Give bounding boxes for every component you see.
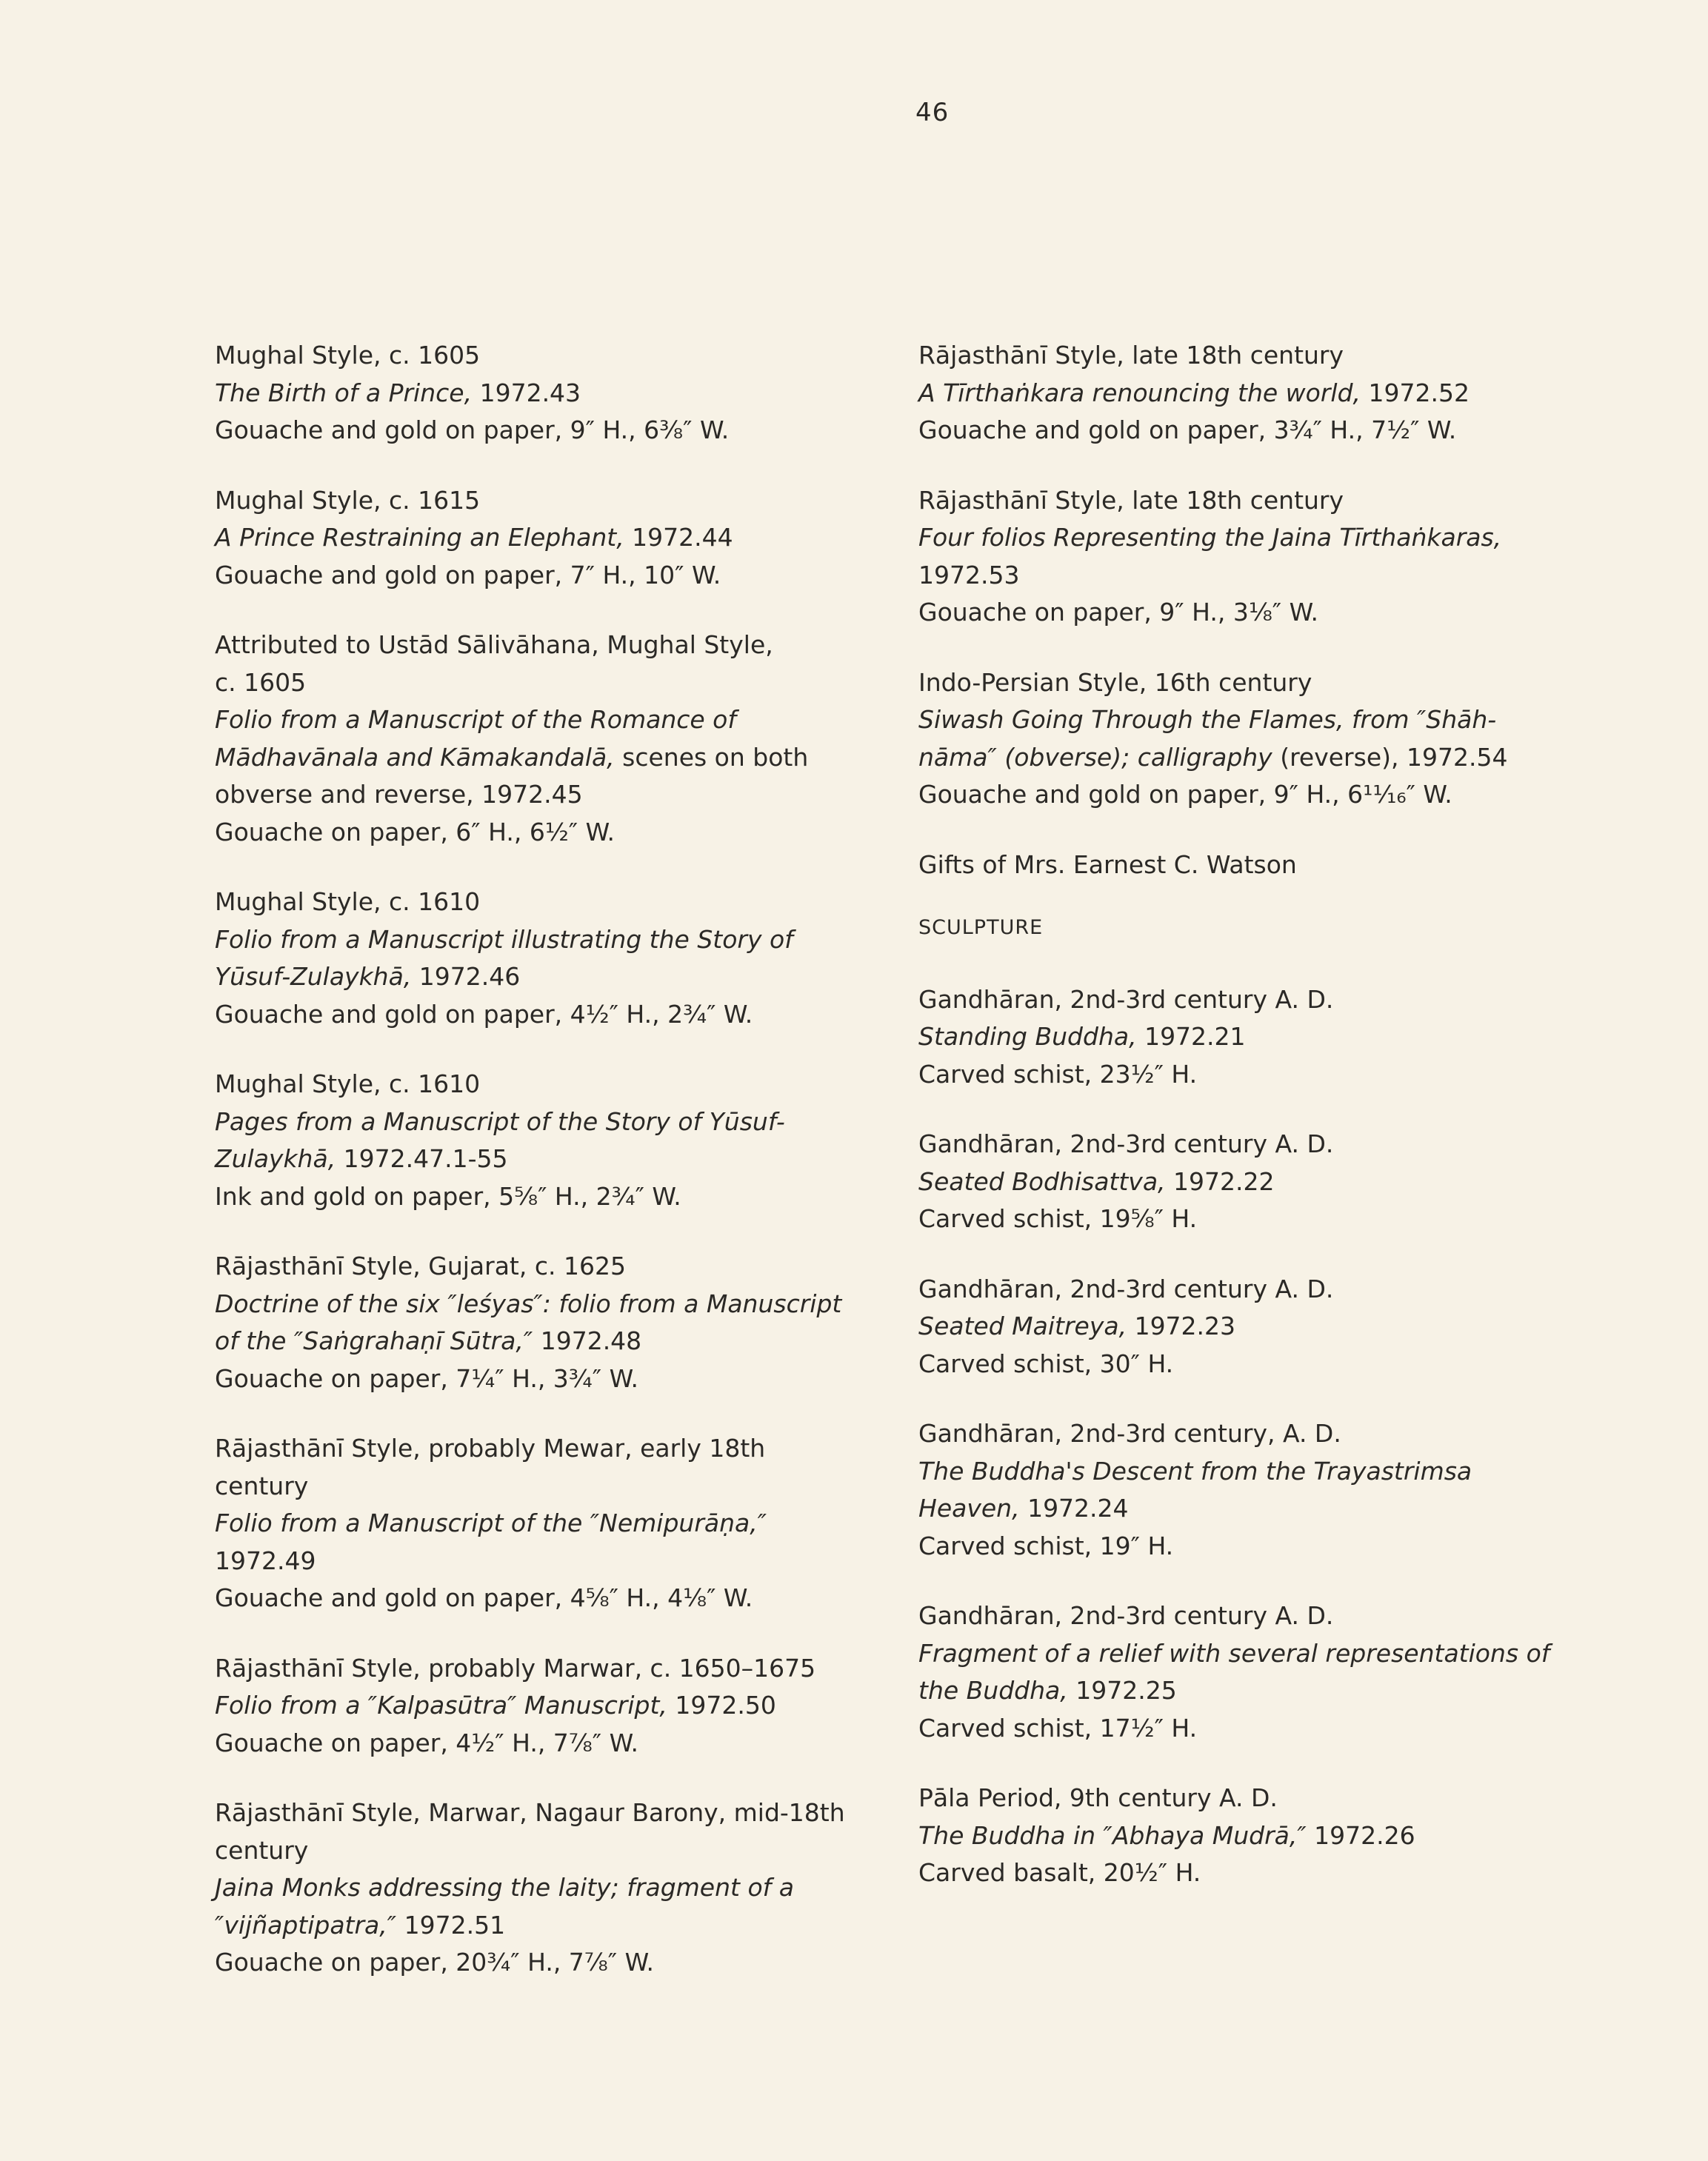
entry-title-text: The Buddha's Descent from the Trayastrimsa: [918, 1456, 1472, 1486]
entry-accession-text: scenes on both: [614, 742, 809, 772]
entry-accession-text: 1972.47.1-55: [336, 1144, 508, 1173]
entry-line: [215, 627, 881, 664]
entry-line: [215, 1907, 881, 1945]
entry-line: [918, 1490, 1615, 1528]
catalogue-entry: [215, 1066, 881, 1215]
entry-title-text: Folio from a Manuscript of the Romance of: [215, 705, 736, 734]
entry-title-text: Seated Maitreya,: [918, 1312, 1127, 1340]
entry-line: [215, 739, 881, 777]
entry-title-text: Seated Bodhisattva,: [918, 1166, 1166, 1196]
entry-accession-text: 1972.51: [396, 1910, 506, 1940]
catalogue-entry: [215, 1650, 881, 1763]
entry-line: [215, 921, 881, 959]
entry-line: [918, 482, 1615, 520]
entry-text: Carved schist, 23½″ H.: [918, 1059, 1198, 1089]
entry-text: 1972.49: [215, 1546, 316, 1575]
entry-text: Carved basalt, 20½″ H.: [918, 1858, 1201, 1887]
entry-text: 1972.53: [918, 560, 1020, 589]
gift-credit-line: Gifts of Mrs. Earnest C. Watson: [918, 849, 1297, 879]
entry-title-text: The Buddha in ″Abhaya Mudrā,″: [918, 1820, 1307, 1850]
entry-title-text: Pages from a Manuscript of the Story of Yūsuf-: [215, 1106, 785, 1136]
sculpture-entries: [918, 981, 1615, 1892]
entry-line: [918, 1635, 1615, 1673]
entry-line: [215, 1725, 881, 1763]
entry-text: Carved schist, 17½″ H.: [918, 1713, 1198, 1743]
entry-text: Rājasthānī Style, late 18th century: [918, 485, 1344, 515]
entry-line: [918, 1308, 1615, 1346]
catalogue-entry: [215, 1248, 881, 1397]
entry-line: [215, 375, 881, 413]
entry-title-text: Folio from a ″Kalpasūtra″ Manuscript,: [215, 1691, 667, 1720]
entry-title-text: A Prince Restraining an Elephant,: [215, 523, 624, 552]
entry-title-text: Folio from a Manuscript of the ″Nemipurāṇa,″: [215, 1509, 767, 1537]
catalogue-entry: [215, 482, 881, 595]
entry-line: [215, 1505, 881, 1543]
entry-line: [918, 776, 1615, 814]
entry-title-text: Standing Buddha,: [918, 1022, 1137, 1051]
entry-line: [215, 664, 881, 702]
entry-line: [918, 557, 1615, 595]
entry-line: [215, 1103, 881, 1141]
entry-text: Rājasthānī Style, probably Marwar, c. 1650–1675: [215, 1653, 816, 1683]
entry-line: [215, 776, 881, 814]
entry-line: [918, 1056, 1615, 1094]
entry-title-text: Four folios Representing the Jaina Tīrthaṅkaras,: [918, 523, 1502, 552]
entry-title-text: Zulaykhā,: [215, 1144, 336, 1173]
entry-accession-text: 1972.26: [1306, 1820, 1415, 1850]
catalogue-entry: [918, 1126, 1615, 1238]
entry-line: [918, 1780, 1615, 1817]
entry-accession-text: 1972.21: [1136, 1022, 1246, 1051]
entry-line: [215, 1580, 881, 1617]
entry-title-text: ″vijñaptipatra,″: [215, 1910, 397, 1940]
entry-text: Gouache on paper, 7¼″ H., 3¾″ W.: [215, 1363, 638, 1393]
entry-line: [918, 519, 1615, 557]
entry-title-text: Heaven,: [918, 1494, 1020, 1523]
entry-title-text: Folio from a Manuscript illustrating the Story of: [215, 924, 793, 954]
catalogue-entry: [918, 482, 1615, 632]
entry-line: [918, 1597, 1615, 1635]
entry-text: Mughal Style, c. 1610: [215, 1069, 481, 1098]
entry-text: Gouache and gold on paper, 9″ H., 6⅜″ W.: [215, 415, 730, 444]
entry-line: [215, 1794, 881, 1832]
catalogue-entry: [215, 884, 881, 1033]
entry-text: Gouache on paper, 6″ H., 6½″ W.: [215, 817, 615, 846]
entry-line: [918, 981, 1615, 1019]
entry-line: [918, 375, 1615, 413]
entry-title-text: A Tīrthaṅkara renouncing the world,: [918, 378, 1361, 407]
entry-line: [918, 1200, 1615, 1238]
entry-text: Rājasthānī Style, late 18th century: [918, 341, 1344, 370]
entry-line: [215, 557, 881, 595]
entry-text: c. 1605: [215, 667, 307, 697]
right-column: [918, 337, 1615, 1925]
entry-line: [918, 1453, 1615, 1491]
entry-accession-text: 1972.52: [1361, 378, 1470, 407]
catalogue-entry: [918, 1597, 1615, 1747]
entry-line: [918, 1163, 1615, 1201]
entry-title-text: Jaina Monks addressing the laity; fragment of a: [215, 1873, 794, 1902]
entry-line: [918, 1854, 1615, 1892]
entry-line: [918, 1528, 1615, 1566]
entry-line: [918, 1710, 1615, 1748]
catalogue-entry: [215, 1794, 881, 1982]
entry-text: Pāla Period, 9th century A. D.: [918, 1783, 1278, 1812]
catalogue-entry: [918, 1780, 1615, 1892]
entry-line: [215, 1468, 881, 1506]
entry-title-text: of the ″Saṅgrahaṇī Sūtra,″: [215, 1326, 533, 1355]
entry-line: [215, 1430, 881, 1468]
entry-text: Mughal Style, c. 1610: [215, 887, 481, 916]
entry-line: [918, 701, 1615, 739]
entry-text: Carved schist, 19″ H.: [918, 1531, 1174, 1560]
entry-text: Rājasthānī Style, Marwar, Nagaur Barony, mid-18th: [215, 1798, 845, 1827]
entry-line: [918, 1672, 1615, 1710]
entry-title-text: Siwash Going Through the Flames, from ″Shāh-: [918, 705, 1497, 734]
entry-line: [215, 412, 881, 450]
entry-line: [215, 337, 881, 375]
entry-line: [215, 1286, 881, 1323]
entry-line: [215, 1248, 881, 1286]
entry-line: [215, 884, 881, 921]
entry-text: Mughal Style, c. 1615: [215, 485, 481, 515]
entry-line: [215, 1066, 881, 1103]
entry-text: Rājasthānī Style, probably Mewar, early 18th: [215, 1434, 766, 1463]
entry-line: [215, 958, 881, 996]
entry-line: [215, 1869, 881, 1907]
entry-accession-text: 1972.44: [624, 523, 733, 552]
entry-text: Mughal Style, c. 1605: [215, 341, 481, 370]
entry-line: [215, 1323, 881, 1360]
entry-accession-text: 1972.25: [1067, 1676, 1177, 1705]
entry-title-text: the Buddha,: [918, 1676, 1068, 1705]
entry-text: Rājasthānī Style, Gujarat, c. 1625: [215, 1252, 626, 1280]
entry-line: [918, 1415, 1615, 1453]
entry-text: Gandhāran, 2nd-3rd century, A. D.: [918, 1419, 1341, 1448]
entry-title-text: nāma″ (obverse); calligraphy: [918, 742, 1272, 772]
entry-line: [215, 1178, 881, 1216]
entry-title-text: The Birth of a Prince,: [215, 378, 473, 407]
entry-line: [918, 337, 1615, 375]
catalogue-entry: [215, 627, 881, 851]
page-number: 46: [915, 98, 950, 127]
entry-line: [918, 1018, 1615, 1056]
entry-line: [215, 519, 881, 557]
entry-text: Indo-Persian Style, 16th century: [918, 667, 1312, 697]
entry-line: [215, 482, 881, 520]
entry-line: [215, 1360, 881, 1398]
entry-line: [215, 701, 881, 739]
catalogue-entry: [918, 981, 1615, 1094]
entry-text: Gouache and gold on paper, 9″ H., 6¹¹⁄₁₆″ W.: [918, 780, 1452, 809]
entry-text: Gouache and gold on paper, 7″ H., 10″ W.: [215, 560, 721, 589]
entry-accession-text: 1972.43: [472, 378, 581, 407]
entry-line: [215, 1140, 881, 1178]
entry-text: Gouache and gold on paper, 4½″ H., 2¾″ W.: [215, 999, 753, 1029]
entry-title-text: Yūsuf-Zulaykhā,: [215, 962, 412, 991]
left-column: [215, 337, 881, 2014]
entry-line: [215, 1944, 881, 1982]
entry-text: Carved schist, 30″ H.: [918, 1349, 1174, 1378]
entry-text: century: [215, 1835, 309, 1865]
entry-line: [918, 594, 1615, 632]
entry-title-text: Doctrine of the six ″leśyas″: folio from a Manuscript: [215, 1289, 842, 1318]
entry-line: [918, 664, 1615, 702]
catalogue-entry: [215, 1430, 881, 1617]
entry-text: century: [215, 1471, 309, 1500]
entry-text: Carved schist, 19⅝″ H.: [918, 1204, 1198, 1233]
entry-accession-text: 1972.50: [667, 1691, 776, 1720]
right-column-top-entries: [918, 337, 1615, 814]
entry-text: Gouache and gold on paper, 3¾″ H., 7½″ W.: [918, 415, 1457, 444]
entry-accession-text: (reverse), 1972.54: [1272, 742, 1508, 772]
catalogue-entry: [918, 1271, 1615, 1383]
entry-text: Attributed to Ustād Sālivāhana, Mughal Style,: [215, 630, 773, 659]
entry-text: Gandhāran, 2nd-3rd century A. D.: [918, 1129, 1334, 1158]
entry-text: Gandhāran, 2nd-3rd century A. D.: [918, 984, 1334, 1014]
entry-line: [215, 1543, 881, 1580]
section-heading-sculpture: SCULPTURE: [918, 915, 1044, 939]
entry-line: [215, 814, 881, 852]
entry-line: [918, 1126, 1615, 1163]
entry-line: [918, 1271, 1615, 1309]
entry-text: Gandhāran, 2nd-3rd century A. D.: [918, 1601, 1334, 1630]
entry-text: Gandhāran, 2nd-3rd century A. D.: [918, 1274, 1334, 1303]
entry-title-text: Fragment of a relief with several representations of: [918, 1638, 1550, 1668]
entry-accession-text: 1972.24: [1019, 1494, 1129, 1523]
entry-accession-text: 1972.48: [533, 1326, 642, 1355]
entry-accession-text: 1972.22: [1165, 1166, 1275, 1196]
entry-line: [215, 1650, 881, 1688]
catalogue-entry: [918, 1415, 1615, 1565]
catalogue-entry: [215, 337, 881, 450]
entry-line: [918, 1346, 1615, 1383]
entry-title-text: Mādhavānala and Kāmakandalā,: [215, 742, 615, 772]
entry-text: Gouache on paper, 4½″ H., 7⅞″ W.: [215, 1728, 638, 1757]
entry-text: Ink and gold on paper, 5⅝″ H., 2¾″ W.: [215, 1181, 681, 1211]
entry-line: [918, 412, 1615, 450]
entry-line: [918, 1817, 1615, 1855]
entry-text: Gouache and gold on paper, 4⅝″ H., 4⅛″ W.: [215, 1583, 753, 1612]
entry-line: [215, 1832, 881, 1870]
entry-accession-text: 1972.46: [411, 962, 521, 991]
catalogue-entry: [918, 337, 1615, 450]
entry-line: [918, 739, 1615, 777]
entry-accession-text: 1972.23: [1127, 1312, 1236, 1340]
entry-text: Gouache on paper, 20¾″ H., 7⅞″ W.: [215, 1948, 654, 1977]
entry-text: obverse and reverse, 1972.45: [215, 780, 583, 809]
entry-line: [215, 1687, 881, 1725]
entry-text: Gouache on paper, 9″ H., 3⅛″ W.: [918, 598, 1318, 627]
catalogue-entry: [918, 664, 1615, 814]
entry-line: [215, 996, 881, 1034]
